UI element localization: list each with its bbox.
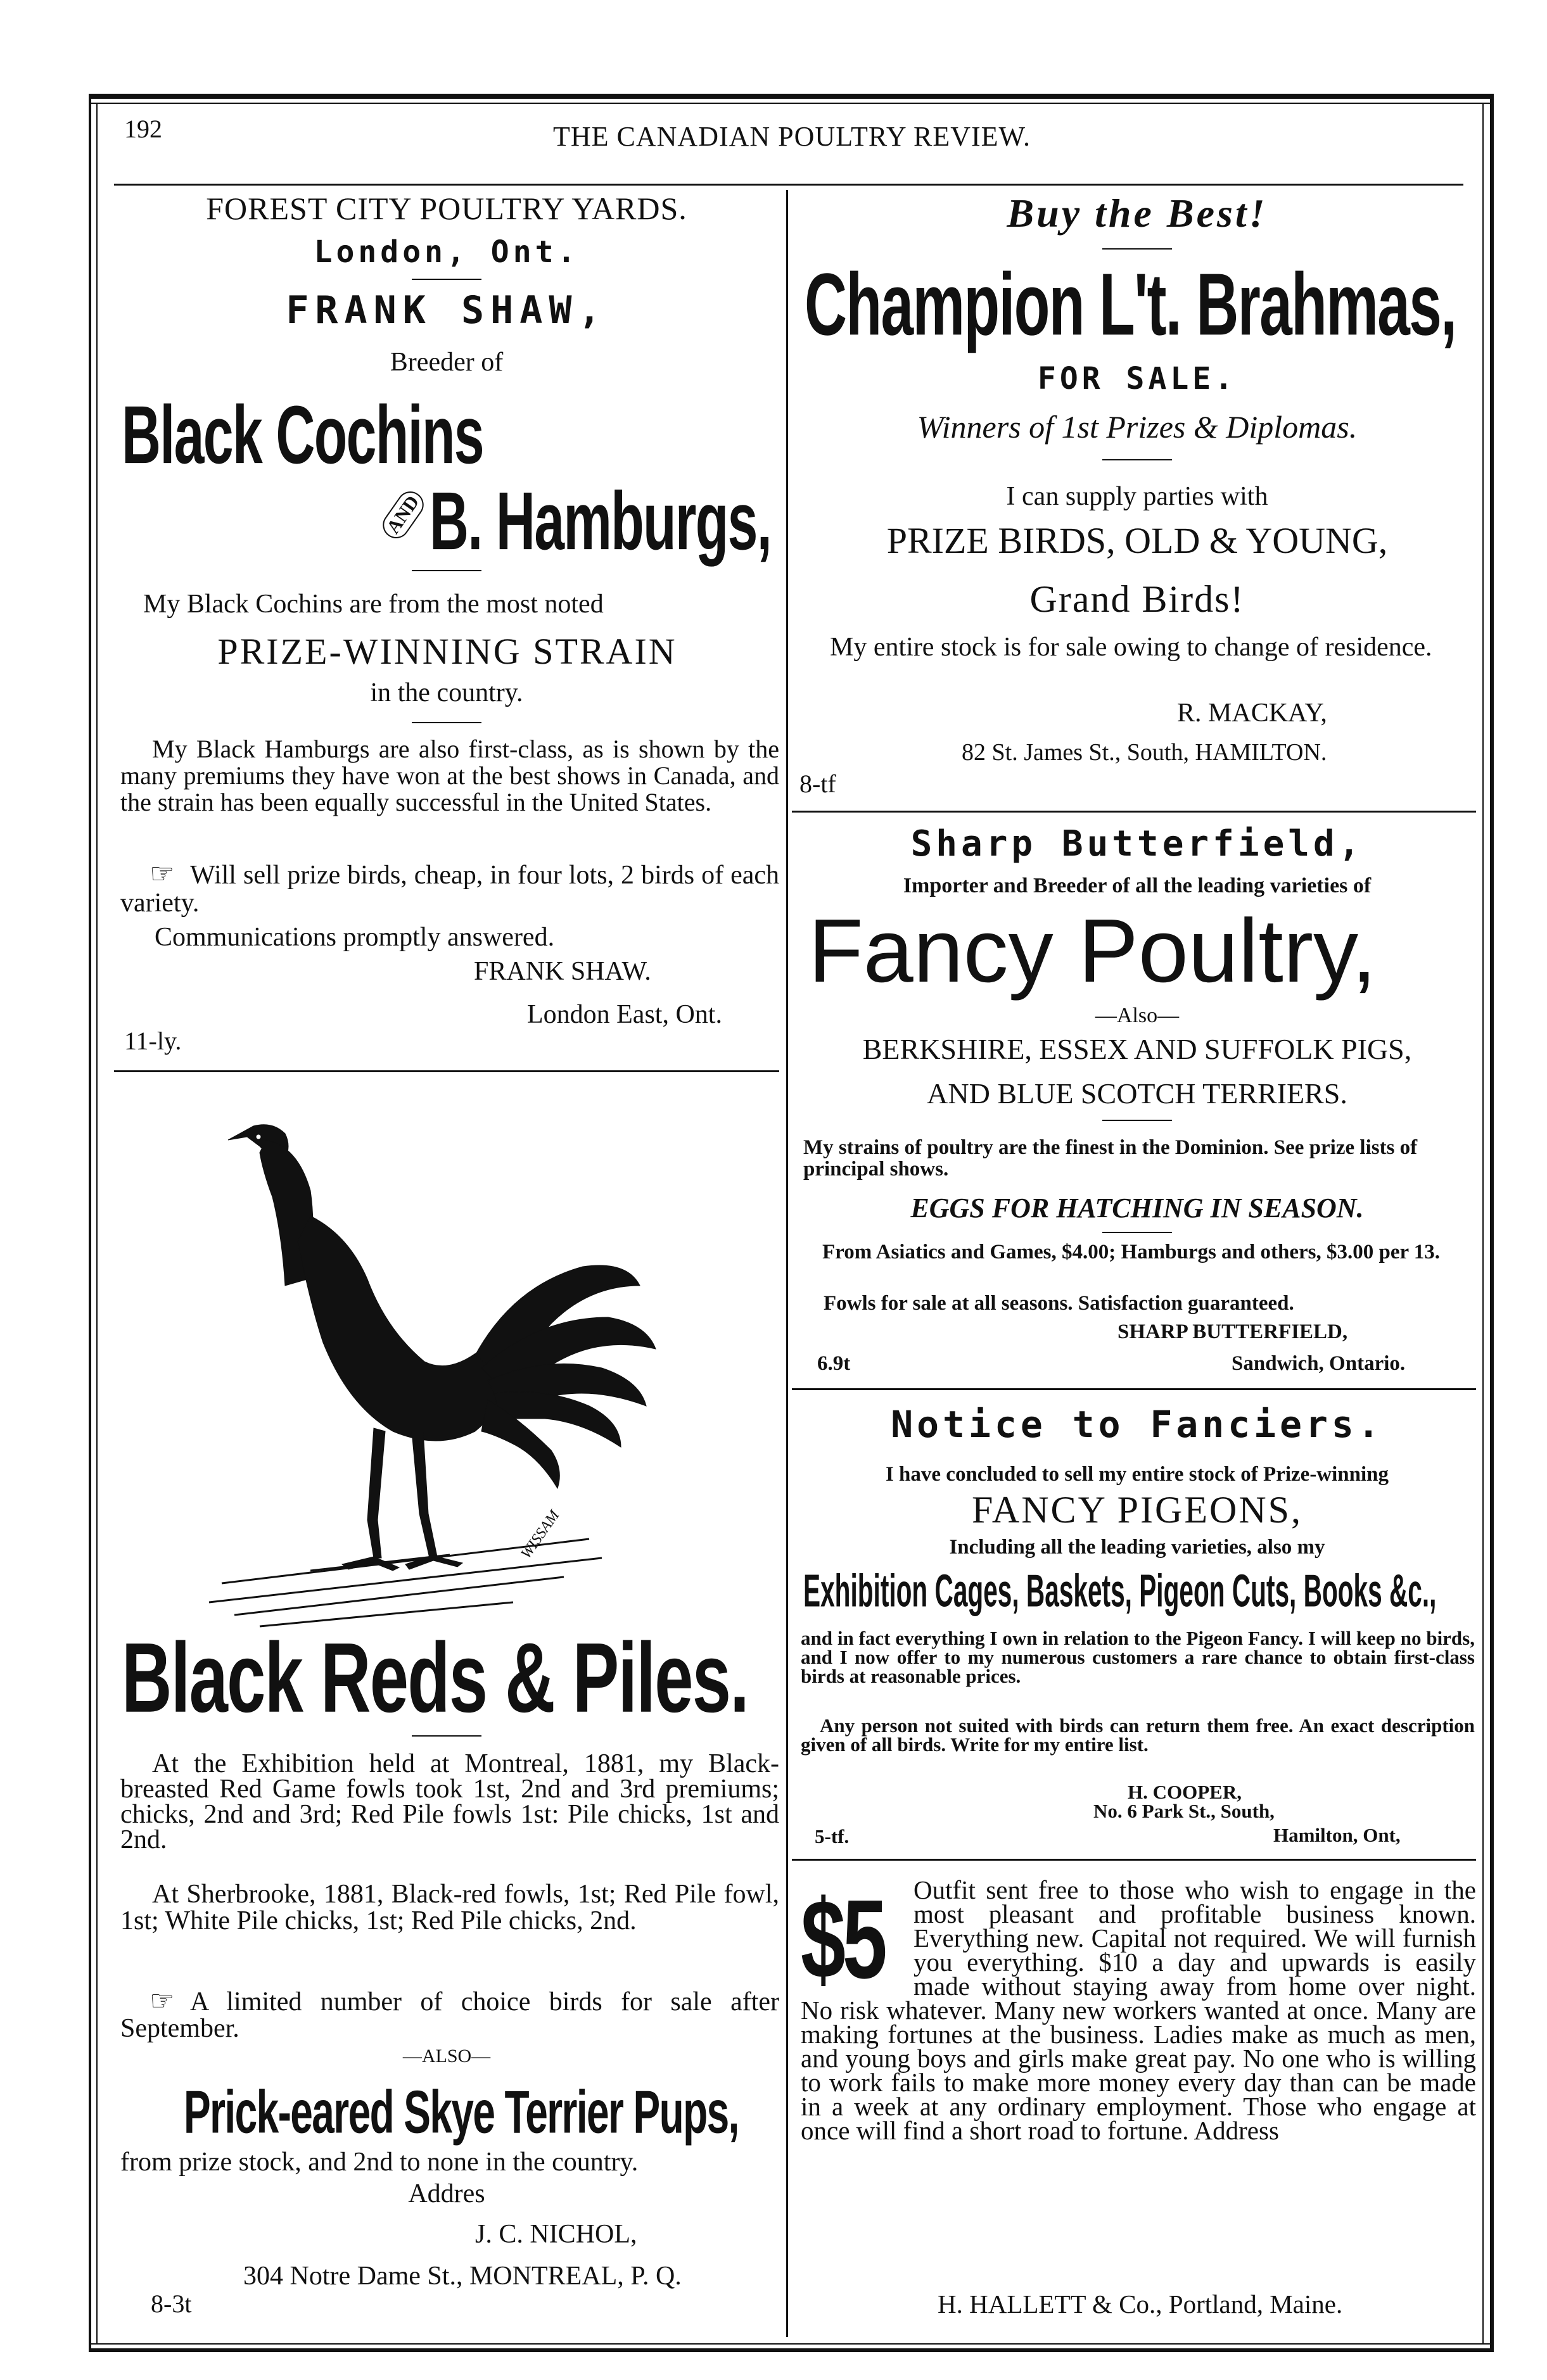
short-rule bbox=[412, 722, 481, 723]
page-title: THE CANADIAN POULTRY REVIEW. bbox=[553, 121, 1031, 152]
sell-lots-paragraph: Will sell prize birds, cheap, in four lots, 2 birds of each variety. bbox=[120, 861, 779, 918]
breeder-of-label: Breeder of bbox=[390, 348, 504, 377]
address-label: Addres bbox=[408, 2179, 485, 2208]
limited-number-paragraph: A limited number of choice birds for sale after September. bbox=[120, 1987, 779, 2043]
ad-separator bbox=[792, 811, 1476, 813]
outfit-paragraph bbox=[801, 1875, 1476, 2145]
right-border-rule-thin bbox=[1482, 103, 1484, 2345]
in-country-text: in the country. bbox=[370, 678, 523, 707]
cooper-signature: H. COOPER, bbox=[1128, 1781, 1242, 1803]
winners-text: Winners of 1st Prizes & Diplomas. bbox=[917, 409, 1358, 445]
short-rule bbox=[1102, 248, 1172, 250]
nichol-address: 304 Notre Dame St., MONTREAL, P. Q. bbox=[243, 2262, 682, 2291]
strains-paragraph: My strains of poultry are the finest in the Dominion. See prize lists of principal shows. bbox=[803, 1136, 1418, 1181]
ad-separator bbox=[792, 1859, 1476, 1861]
pointing-hand-icon: ☞ bbox=[150, 1985, 175, 2016]
also-label: —Also— bbox=[1095, 1004, 1180, 1027]
ad-separator bbox=[792, 1388, 1476, 1390]
black-reds-piles-headline: Black Reds & Piles. bbox=[122, 1623, 749, 1733]
frank-shaw-signature: FRANK SHAW. bbox=[474, 957, 651, 986]
mackay-signature: R. MACKAY, bbox=[1177, 699, 1327, 728]
right-border-rule bbox=[1490, 94, 1494, 2352]
hallett-signature: H. HALLETT & Co., Portland, Maine. bbox=[938, 2289, 1343, 2319]
notice-fanciers-heading: Notice to Fanciers. bbox=[891, 1403, 1384, 1446]
eggs-hatching-text: EGGS FOR HATCHING IN SEASON. bbox=[910, 1193, 1364, 1224]
rooster-illustration bbox=[184, 1077, 678, 1634]
short-rule bbox=[412, 279, 481, 280]
skye-terrier-headline: Prick-eared Skye Terrier Pups, bbox=[184, 2078, 739, 2146]
also-label: —ALSO— bbox=[402, 2046, 491, 2067]
black-cochins-headline: Black Cochins bbox=[122, 389, 483, 481]
hamilton-text: Hamilton, Ont, bbox=[1273, 1824, 1401, 1846]
prize-birds-text: PRIZE BIRDS, OLD & YOUNG, bbox=[886, 520, 1388, 561]
engraver-signature: WISSAM bbox=[518, 1507, 563, 1562]
champion-brahmas-headline: Champion L't. Brahmas, bbox=[805, 255, 1456, 354]
ad-code: 8-tf bbox=[799, 769, 836, 798]
entire-stock-paragraph: My entire stock is for sale owing to change of residence. bbox=[830, 633, 1432, 662]
cooper-address: No. 6 Park St., South, bbox=[1093, 1800, 1275, 1822]
column-divider bbox=[786, 190, 788, 2337]
concluded-text: I have concluded to sell my entire stock of Prize-winning bbox=[885, 1463, 1389, 1486]
top-border-rule-thin bbox=[89, 103, 1494, 104]
hamburgs-paragraph: My Black Hamburgs are also first-class, as is shown by the many premiums they have won at the best shows in Canada, and the strain has been equally successful in the United States. bbox=[120, 735, 779, 816]
fowls-text: Fowls for sale at all seasons. Satisfaction guaranteed. bbox=[824, 1292, 1294, 1315]
top-border-rule bbox=[89, 94, 1494, 99]
forest-city-heading: FOREST CITY POULTRY YARDS. bbox=[206, 191, 687, 226]
fancy-poultry-headline: Fancy Poultry, bbox=[808, 901, 1377, 1001]
b-hamburgs-headline: B. Hamburgs, bbox=[430, 475, 772, 567]
london-ont-heading: London, Ont. bbox=[314, 234, 580, 270]
header-rule bbox=[114, 184, 1463, 186]
butterfield-signature: SHARP BUTTERFIELD, bbox=[1117, 1320, 1348, 1343]
prize-winning-strain: PRIZE-WINNING STRAIN bbox=[217, 631, 677, 672]
ad-code: 5-tf. bbox=[815, 1825, 850, 1847]
buy-the-best-heading: Buy the Best! bbox=[1007, 191, 1268, 236]
for-sale-label: FOR SALE. bbox=[1037, 361, 1237, 396]
ad-code: 11-ly. bbox=[124, 1027, 182, 1055]
supply-text: I can supply parties with bbox=[1006, 482, 1268, 511]
five-dollar-price: $5 bbox=[801, 1876, 884, 2002]
sandwich-text: Sandwich, Ontario. bbox=[1232, 1352, 1406, 1375]
short-rule bbox=[412, 1735, 481, 1737]
ad-code: 6.9t bbox=[817, 1352, 851, 1375]
everything-paragraph: and in fact everything I own in relation to the Pigeon Fancy. I will keep no birds, and I now offer to my numerous customers a rare chance to obtain first-class birds at reasonable prices. bbox=[801, 1627, 1475, 1687]
and-diagonal-label: AND bbox=[378, 486, 429, 543]
cochins-paragraph: My Black Cochins are from the most noted bbox=[143, 590, 604, 619]
frank-shaw-name: FRANK SHAW, bbox=[286, 288, 608, 332]
montreal-paragraph: At the Exhibition held at Montreal, 1881, my Black-breasted Red Game fowls took 1st, 2nd and 3rd premiums; chicks, 2nd and 3rd; Red Pile fowls 1st: Pile chicks, 1st and 2nd. bbox=[120, 1749, 779, 1854]
london-east-text: London East, Ont. bbox=[527, 1000, 722, 1029]
sharp-butterfield-heading: Sharp Butterfield, bbox=[910, 823, 1364, 864]
bottom-border-rule-thick bbox=[89, 2348, 1494, 2352]
left-border-rule-thin bbox=[96, 103, 98, 2345]
short-rule bbox=[412, 570, 481, 571]
pigs-text: BERKSHIRE, ESSEX AND SUFFOLK PIGS, bbox=[862, 1033, 1412, 1065]
pointing-hand-icon: ☞ bbox=[150, 858, 175, 889]
short-rule bbox=[1102, 1120, 1172, 1121]
short-rule bbox=[1102, 1232, 1172, 1233]
including-text: Including all the leading varieties, also my bbox=[949, 1536, 1325, 1559]
ad-code: 8-3t bbox=[151, 2289, 192, 2318]
communications-text: Communications promptly answered. bbox=[155, 923, 555, 952]
importer-text: Importer and Breeder of all the leading varieties of bbox=[903, 874, 1372, 897]
prices-paragraph: From Asiatics and Games, $4.00; Hamburgs and others, $3.00 per 13. bbox=[822, 1241, 1441, 1263]
short-rule bbox=[1102, 459, 1172, 460]
sherbrooke-paragraph: At Sherbrooke, 1881, Black-red fowls, 1st; Red Pile fowl, 1st; White Pile chicks, 1st; Red Pile chicks, 2nd. bbox=[120, 1880, 779, 1935]
page-number: 192 bbox=[124, 115, 162, 143]
outfit-text: Outfit sent free to those who wish to engage in the most pleasant and profitable business known. Everything new. Capital not required. We will furnish you everything. $10 a day and upwards is easily made without staying away from home over night. No risk whatever. Many new workers wanted at once. Many are making fortunes at the business. Ladies make as much as men, and young boys and girls make great pay. No one who is willing to work fails to make more money every day than can be made in a week at any ordinary employment. Those who engage at once will find a short road to fortune. Address bbox=[801, 1875, 1476, 2145]
left-border-rule bbox=[89, 94, 91, 2352]
return-free-paragraph: Any person not suited with birds can return them free. An exact description given of all birds. Write for my entire list. bbox=[801, 1714, 1475, 1756]
prize-stock-text: from prize stock, and 2nd to none in the country. bbox=[120, 2148, 639, 2177]
mackay-address: 82 St. James St., South, HAMILTON. bbox=[962, 739, 1327, 766]
terriers-text: AND BLUE SCOTCH TERRIERS. bbox=[927, 1077, 1347, 1110]
grand-birds-text: Grand Birds! bbox=[1029, 578, 1245, 620]
nichol-signature: J. C. NICHOL, bbox=[475, 2220, 637, 2249]
ad-separator bbox=[114, 1070, 779, 1072]
bottom-border-rule bbox=[89, 2343, 1494, 2345]
fancy-pigeons-headline: FANCY PIGEONS, bbox=[971, 1489, 1303, 1531]
exhibition-cages-headline: Exhibition Cages, Baskets, Pigeon Cuts, Books &c., bbox=[803, 1565, 1437, 1617]
